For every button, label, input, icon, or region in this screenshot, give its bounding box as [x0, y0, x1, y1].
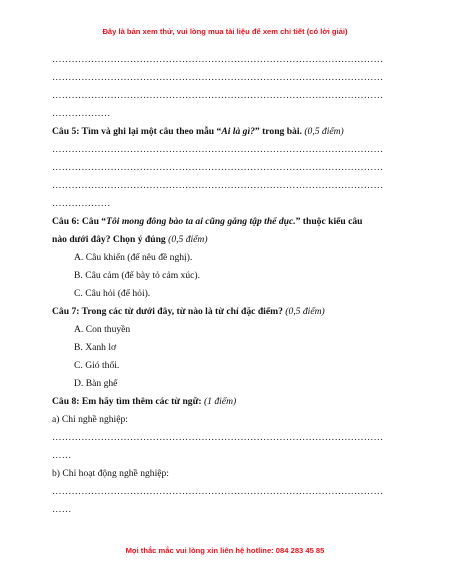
question-7-option-a: A. Con thuyền: [74, 324, 131, 335]
question-6-score: (0,5 điểm): [168, 234, 208, 245]
question-6-option-b: B. Câu cảm (để bày tỏ cảm xúc).: [74, 270, 201, 281]
question-5-quote: Ai là gì?: [221, 126, 255, 137]
question-7-option-c: C. Gió thổi.: [74, 360, 120, 371]
preview-banner: Đây là bản xem thử, vui lòng mua tài liệu để xem chi tiết (có lời giải): [102, 27, 348, 36]
question-5-label: Câu 5: Tìm và ghi lại một câu theo mẫu “: [52, 126, 222, 137]
question-7: [52, 303, 398, 321]
answer-line: …………………………………………………………………………………………: [52, 144, 384, 155]
question-6-tail: ” thuộc kiểu câu: [295, 216, 363, 227]
question-6-option-c: C. Câu hỏi (để hỏi).: [74, 288, 151, 299]
answer-line-end: ………………: [52, 198, 111, 209]
question-8-label: Câu 8: Em hãy tìm thêm các từ ngữ:: [52, 396, 202, 407]
answer-line-end: ……: [52, 504, 72, 515]
question-8: [52, 393, 398, 411]
answer-line: …………………………………………………………………………………………: [52, 162, 384, 173]
question-6-line2-text: nào dưới đây? Chọn ý đúng: [52, 234, 166, 245]
question-7-score: (0,5 điểm): [285, 306, 325, 317]
question-6-quote: Tôi mong đông bào ta ai cũng gắng tập thể dục.: [106, 216, 296, 227]
answer-line: …………………………………………………………………………………………: [52, 72, 384, 83]
answer-line: …………………………………………………………………………………………: [52, 180, 384, 191]
question-6-line2: [52, 231, 398, 249]
question-7-label: Câu 7: Trong các từ dưới đây, từ nào là từ chỉ đặc điểm?: [52, 306, 283, 317]
question-8-part-b: b) Chỉ hoạt động nghề nghiệp:: [52, 468, 169, 479]
question-7-option-b: B. Xanh lơ: [74, 342, 117, 353]
question-6-label: Câu 6: Câu “: [52, 216, 107, 227]
question-6-option-a: A. Câu khiến (để nêu đề nghị).: [74, 252, 193, 263]
question-6: [52, 213, 398, 231]
answer-line: …………………………………………………………………………………………: [52, 90, 384, 101]
question-7-option-d: D. Bàn ghế: [74, 378, 118, 389]
question-8-part-a: a) Chỉ nghề nghiệp:: [52, 414, 128, 425]
question-5-tail: ” trong bài.: [254, 126, 302, 137]
answer-line: …………………………………………………………………………………………: [52, 432, 384, 443]
hotline-banner: Mọi thắc mắc vui lòng xin liên hệ hotline: 084 283 45 85: [125, 546, 325, 555]
worksheet-content: [52, 51, 398, 519]
answer-line: …………………………………………………………………………………………: [52, 486, 384, 497]
question-5-score: (0,5 điểm): [304, 126, 344, 137]
answer-line-end: ………………: [52, 108, 111, 119]
answer-line-end: ……: [52, 450, 72, 461]
question-5: [52, 123, 398, 141]
question-8-score: (1 điểm): [203, 396, 237, 407]
answer-line: …………………………………………………………………………………………: [52, 54, 384, 65]
